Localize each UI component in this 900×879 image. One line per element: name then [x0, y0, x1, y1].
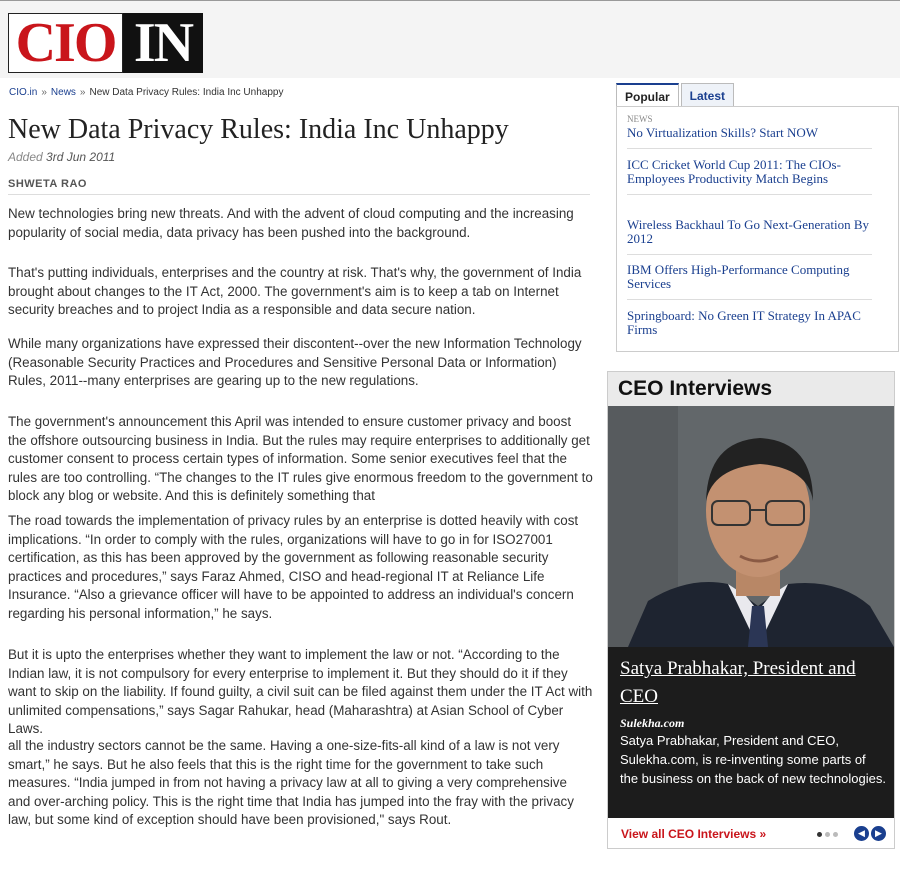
logo-in-text: IN — [123, 13, 203, 73]
carousel-dot[interactable] — [817, 832, 822, 837]
breadcrumb-separator: » — [79, 87, 86, 98]
cio-in-logo[interactable] — [8, 13, 203, 73]
article-date — [8, 150, 593, 164]
carousel-arrows — [854, 826, 886, 841]
breadcrumb-home-link[interactable]: CIO.in — [9, 87, 38, 98]
news-link[interactable]: No Virtualization Skills? Start NOW — [627, 126, 872, 149]
added-label: Added — [8, 150, 43, 164]
next-arrow-icon[interactable]: ▶ — [871, 826, 886, 841]
breadcrumb-separator: » — [41, 87, 47, 98]
carousel-dot[interactable] — [833, 832, 838, 837]
ceo-portrait-illustration — [608, 406, 894, 647]
carousel-dot[interactable] — [825, 832, 830, 837]
article-header — [8, 113, 593, 195]
ceo-footer — [608, 819, 894, 849]
news-link[interactable]: IBM Offers High-Performance Computing Services — [627, 263, 872, 300]
ceo-interviews-heading: CEO Interviews — [608, 372, 894, 406]
article-paragraph: The government's announcement this April was intended to ensure customer privacy and boost the offshore outsourcing business in India. But the rules may require enterprises to additionally get customer consent to process certain types of information. Some senior executives feel that the rules are too controlling. “The changes to the IT rules give enormous freedom to the government to block any blog or website. And this is definitely something that — [8, 414, 593, 503]
ceo-interviews-widget — [607, 371, 895, 849]
site-header — [0, 0, 900, 78]
article-title: New Data Privacy Rules: India Inc Unhappy — [8, 114, 509, 145]
tab-popular[interactable]: Popular — [616, 83, 679, 107]
prev-arrow-icon[interactable]: ◀ — [854, 826, 869, 841]
news-label: NEWS — [627, 114, 653, 124]
news-list — [616, 106, 899, 352]
news-link[interactable]: ICC Cricket World Cup 2011: The CIOs-Employees Productivity Match Begins — [627, 158, 872, 195]
article-paragraph: all the industry sectors cannot be the same. Having a one-size-fits-all kind of a law is not very smart,” he says. But he also feels that this is the right time for the government to take such measures. “India jumped in from not having a privacy law at all to giving a very comprehensive and over-arching policy. This is the right time that India has jumped into the fray with the privacy law, but some kind of exception should have been provisioned," says Rout. — [8, 738, 574, 827]
logo-cio-text: CIO — [8, 13, 123, 73]
breadcrumb — [9, 87, 283, 98]
news-link[interactable]: Wireless Backhaul To Go Next-Generation By 2012 — [627, 218, 872, 255]
article-paragraph: That's putting individuals, enterprises and the country at risk. That's why, the government of India brought about changes to the IT Act, 2000. The government's aim is to keep a tab on Internet security breaches and to project India as a responsible and data secure nation. — [8, 265, 582, 317]
breadcrumb-current: New Data Privacy Rules: India Inc Unhappy — [89, 87, 284, 98]
article-paragraph: But it is upto the enterprises whether they want to implement the law or not. “According to the Indian law, it is not compulsory for every enterprise to implement it. But they should do it if they want to skip on the liability. If found guilty, a civil suit can be filed against them under the IT Act with unlimited compensations,” says Sagar Rahukar, head (Maharashtra) at Asian School of Cyber Laws. — [8, 647, 593, 736]
added-date: 3rd Jun 2011 — [46, 150, 116, 164]
carousel-dots — [817, 832, 838, 837]
ceo-description: Satya Prabhakar, President and CEO, Sulekha.com, is re-inventing some parts of the business on the back of new technologies. — [620, 733, 886, 786]
news-link[interactable]: Springboard: No Green IT Strategy In APAC Firms — [627, 308, 861, 337]
news-tabs — [616, 83, 736, 107]
ceo-company: Sulekha.com — [620, 716, 685, 730]
breadcrumb-news-link[interactable]: News — [50, 87, 76, 98]
article-paragraph: The road towards the implementation of privacy rules by an enterprise is dotted heavily with cost implications. “In order to comply with the rules, organizations will have to go in for ISO27001 certification, as this has been approved by the government as following reasonable security practices and procedures,” says Faraz Ahmed, CISO and head-regional IT at Reliance Life Insurance. “Also a grievance officer will have to be appointed to address an individual's concern regarding his personal information,” he says. — [8, 513, 579, 621]
tab-latest[interactable]: Latest — [681, 83, 734, 107]
ceo-caption — [608, 647, 894, 818]
ceo-name-link[interactable]: Satya Prabhakar, President and CEO — [620, 658, 856, 707]
article-author: SHWETA RAO — [8, 178, 590, 195]
view-all-ceo-interviews-link[interactable]: View all CEO Interviews » — [621, 827, 767, 841]
article-paragraph: New technologies bring new threats. And with the advent of cloud computing and the increasing popularity of social media, data privacy has been pushed into the background. — [8, 206, 574, 240]
article-paragraph: While many organizations have expressed their discontent--over the new Information Technology (Reasonable Security Practices and Procedures and Sensitive Personal Data or Information) Rules, 2011--many enterprises are gearing up to the new regulations. — [8, 336, 582, 388]
ceo-photo[interactable] — [608, 406, 894, 647]
